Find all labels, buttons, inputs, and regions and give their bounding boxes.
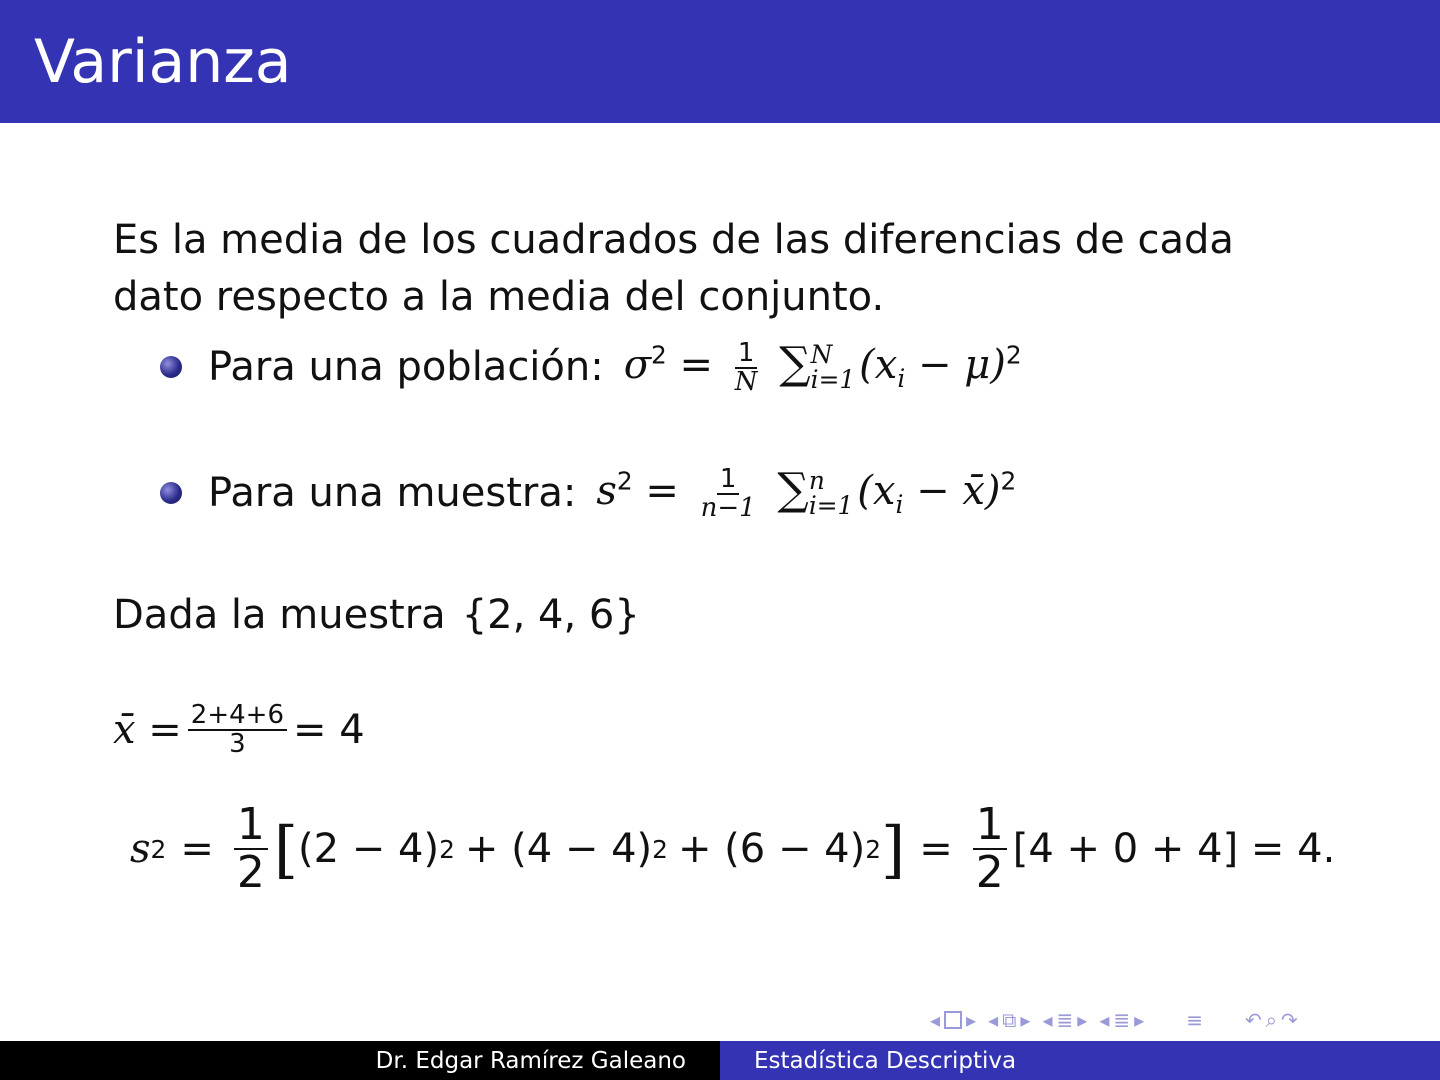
bullet-label: Para una muestra: bbox=[208, 470, 577, 517]
frame-icon[interactable] bbox=[944, 1011, 962, 1029]
arrow-left-icon[interactable]: ◂ bbox=[988, 1008, 999, 1032]
section-icon[interactable]: ≣ bbox=[1113, 1008, 1131, 1032]
sample-line bbox=[113, 592, 640, 638]
footer bbox=[0, 1041, 1440, 1080]
arrow-right-icon[interactable]: ▸ bbox=[1077, 1008, 1088, 1032]
footer-course: Estadística Descriptiva bbox=[720, 1041, 1440, 1080]
nav-document-group bbox=[1099, 1010, 1144, 1030]
nav-section-group bbox=[1042, 1010, 1087, 1030]
formula-lhs: σ bbox=[623, 342, 652, 388]
arrow-right-icon[interactable]: ▸ bbox=[966, 1008, 977, 1032]
formula-fraction: $\frac{1}{n-1}$ bbox=[700, 463, 756, 523]
forward-icon[interactable]: ↷ bbox=[1280, 1008, 1298, 1032]
bullet-dot-icon bbox=[160, 482, 182, 504]
bullet-sample bbox=[160, 464, 1016, 522]
subsection-icon[interactable]: ⧉ bbox=[1002, 1008, 1017, 1032]
sum-limits: n i=1 bbox=[808, 466, 854, 520]
footer-author: Dr. Edgar Ramírez Galeano bbox=[0, 1041, 720, 1080]
sum-symbol: ∑ bbox=[777, 464, 809, 515]
slide-title: Varianza bbox=[34, 27, 292, 97]
sum-limits: N i=1 bbox=[810, 340, 856, 394]
nav-search-group bbox=[1245, 1010, 1298, 1030]
definition-text: Es la media de los cuadrados de las diferencias de cada dato respecto a la media del conjunto. bbox=[113, 217, 1234, 320]
mean-rhs: = 4 bbox=[293, 707, 365, 754]
arrow-left-icon[interactable]: ◂ bbox=[930, 1008, 941, 1032]
sum-symbol: ∑ bbox=[779, 338, 811, 389]
formula-population: $\sigma^2$ = $\frac{1}{N}$ ∑ N i=1 $(x_i - \mu)^2$ bbox=[623, 337, 1022, 397]
arrow-right-icon[interactable]: ▸ bbox=[1020, 1008, 1031, 1032]
formula-exp: 2 bbox=[651, 340, 667, 370]
formula-fraction: $\frac{1}{N}$ bbox=[734, 337, 758, 397]
search-icon[interactable]: ⌕ bbox=[1265, 1008, 1277, 1032]
nav-frame-group bbox=[930, 1010, 976, 1030]
navigation-bar bbox=[930, 1006, 1298, 1034]
half-fraction-2: $\frac{1}{2}$ bbox=[973, 802, 1007, 896]
arrow-left-icon[interactable]: ◂ bbox=[1042, 1008, 1053, 1032]
bullet-population bbox=[160, 338, 1022, 396]
formula-lhs: s bbox=[596, 468, 617, 514]
title-bar bbox=[0, 0, 1440, 123]
variance-result: [4 + 0 + 4] = 4. bbox=[1012, 826, 1336, 873]
half-fraction: $\frac{1}{2}$ bbox=[234, 802, 268, 896]
bullet-label: Para una población: bbox=[208, 344, 604, 391]
nav-subsection-group bbox=[988, 1010, 1030, 1030]
back-icon[interactable]: ↶ bbox=[1244, 1008, 1262, 1032]
section-icon[interactable]: ≣ bbox=[1056, 1008, 1074, 1032]
variance-lhs: s bbox=[130, 826, 151, 873]
sample-set: {2, 4, 6} bbox=[461, 592, 640, 638]
bullet-dot-icon bbox=[160, 356, 182, 378]
variance-line: s 2 = $\frac{1}{2}$ [ (2 − 4) 2 + (4 − 4) 2 + (6 − 4) 2 ] = $\frac{1}{2}$ [4 + 0 + 4] = 4. bbox=[130, 799, 1336, 899]
sample-label: Dada la muestra bbox=[113, 592, 446, 638]
close-bracket: ] bbox=[881, 812, 906, 886]
mean-fraction: $\frac{2+4+6}{3}$ bbox=[188, 702, 287, 759]
open-bracket: [ bbox=[273, 812, 299, 886]
arrow-left-icon[interactable]: ◂ bbox=[1099, 1008, 1110, 1032]
arrow-right-icon[interactable]: ▸ bbox=[1134, 1008, 1145, 1032]
formula-sample: $s^2$ = $\frac{1}{n-1}$ ∑ n i=1 ($x_i$ − x̄)$^2$ bbox=[596, 463, 1017, 523]
align-icon[interactable]: ≡ bbox=[1186, 1008, 1203, 1032]
mean-lhs: x̄ = bbox=[113, 707, 182, 754]
mean-line bbox=[113, 702, 365, 759]
formula-exp: 2 bbox=[616, 466, 633, 496]
